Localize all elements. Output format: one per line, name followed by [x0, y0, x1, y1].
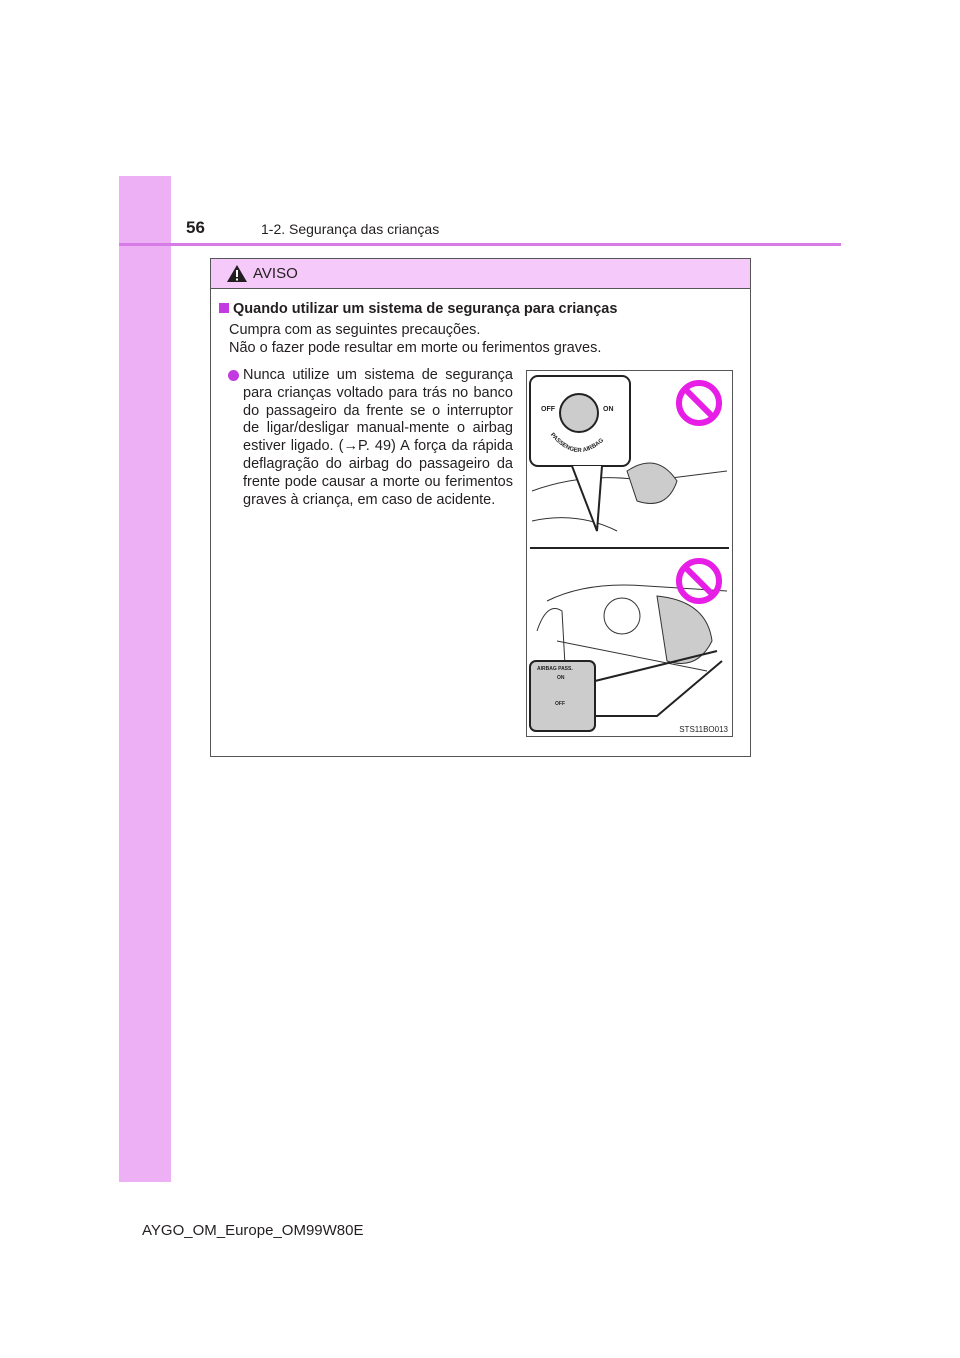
page-number: 56: [186, 218, 205, 237]
intro-line: Cumpra com as seguintes precauções.: [229, 322, 481, 338]
warning-header: [211, 259, 750, 289]
warning-box: [210, 258, 751, 757]
airbag-illustration: [526, 370, 733, 737]
indicator-on-label: ON: [557, 675, 565, 681]
warning-icon: [226, 264, 248, 283]
indicator-off-label: OFF: [555, 701, 565, 707]
footer-doc-id: AYGO_OM_Europe_OM99W80E: [142, 1222, 364, 1239]
square-bullet-icon: [219, 303, 229, 313]
intro-line: Não o fazer pode resultar em morte ou ferimentos graves.: [229, 340, 602, 356]
figure-code: STS11BO013: [679, 725, 728, 734]
warning-heading: [219, 301, 617, 317]
heading-text: Quando utilizar um sistema de segurança para crianças: [233, 301, 618, 317]
indicator-title-label: AIRBAG PASS.: [537, 666, 573, 672]
warning-title: AVISO: [253, 265, 298, 282]
illustration-drawing: [527, 371, 732, 736]
circle-bullet-icon: [228, 370, 239, 381]
passenger-airbag-label: PASSENGER AIRBAG: [548, 432, 606, 455]
header-rule: [119, 243, 841, 246]
switch-on-label: ON: [603, 406, 614, 413]
bullet-text: Nunca utilize um sistema de segurança para crianças voltado para trás no banco do passageiro da frente se o interruptor de ligar/desligar manual-mente o airbag estiver ligado. (→P. 49) A força da rápida deflagração do airbag do passageiro da frente pode causar a morte ou ferimentos graves à criança, em caso de acidente.: [243, 367, 513, 508]
bullet-item: [228, 367, 513, 509]
section-title: 1-2. Segurança das crianças: [261, 221, 440, 237]
side-tab: [119, 176, 171, 1182]
switch-off-label: OFF: [541, 406, 555, 413]
